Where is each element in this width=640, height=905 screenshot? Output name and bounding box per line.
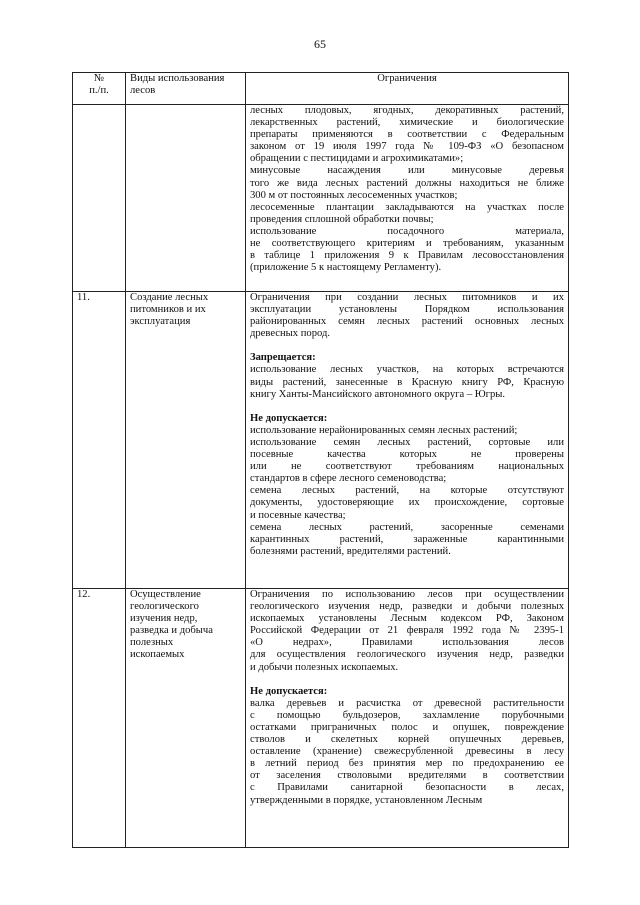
text-line: лекарственных растений, химические и биологические: [250, 117, 564, 129]
text-line: с помощью бульдозеров, захламление порубочными: [250, 709, 564, 721]
text-line: остатками приграничных полос и опушек, повреждение: [250, 721, 564, 733]
text-line: геологического изучения недр, разведки и добычи полезных: [250, 601, 564, 613]
row-use: [126, 589, 246, 848]
text-line: семена лесных растений, на которые отсутствуют: [250, 485, 564, 497]
header-use-line: Виды использования: [130, 73, 225, 84]
header-number-line: п./п.: [89, 85, 109, 97]
use-line: Осуществление: [130, 589, 201, 600]
text-line: «О недрах», Правилами использования лесов: [250, 637, 564, 649]
text-line: обращении с пестицидами и агрохимикатами»;: [250, 153, 464, 165]
text-line: карантинных растений, зараженные карантинными: [250, 533, 564, 545]
text-line: 300 м от постоянных лесосеменных участков;: [250, 189, 458, 201]
text-line: древесных пород.: [250, 328, 331, 340]
text-line: не соответствующего критериям и требованиям, указанным: [250, 238, 564, 250]
text-line: Ограничения при создании лесных питомников и их: [250, 292, 564, 303]
use-line: полезных: [130, 637, 174, 649]
use-line: геологического: [130, 601, 199, 613]
text-line: утвержденными в порядке, установленном Лесным: [250, 794, 483, 806]
table-row: [73, 292, 569, 589]
restrictions-table: [72, 72, 569, 848]
table-row: [73, 105, 569, 292]
text-line: валка деревьев и расчистка от древесной растительности: [250, 697, 564, 709]
text-line: в летний период без принятия мер по предохранению ее: [250, 758, 564, 770]
paragraph-gap: [250, 340, 564, 352]
text-line: использование нерайонированных семян лесных растений;: [250, 424, 518, 436]
table-header-row: [73, 73, 569, 105]
text-line: эксплуатации установлены Порядком использования: [250, 304, 564, 316]
text-line: и добычи полезных ископаемых.: [250, 661, 399, 673]
text-line: Российской Федерации от 21 февраля 1992 года № 2395-1: [250, 625, 564, 637]
text-line: стандартов в сфере лесного семеноводства;: [250, 473, 447, 485]
row-number: 12.: [73, 589, 126, 848]
section-heading: Не допускается:: [250, 412, 328, 424]
use-line: разведка и добыча: [130, 625, 213, 637]
row-restrictions: [246, 105, 569, 292]
text-line: семена лесных растений, засоренные семенами: [250, 521, 564, 533]
use-line: Создание лесных: [130, 292, 209, 303]
text-line: документы, удостоверяющие их происхождение, сортовые: [250, 497, 564, 509]
row-number: [73, 105, 126, 292]
text-line: Ограничения по использованию лесов при осуществлении: [250, 589, 564, 600]
section-heading: Не допускается:: [250, 685, 328, 697]
text-line: (приложение 5 к настоящему Регламенту).: [250, 262, 442, 274]
text-line: проведения сплошной обработки почвы;: [250, 213, 434, 225]
page-number: 65: [314, 37, 326, 51]
header-number-line: №: [93, 73, 105, 84]
text-line: или не соответствуют требованиям национальных: [250, 461, 564, 473]
text-line: с Правилами санитарной безопасности в лесах,: [250, 782, 564, 794]
row-restrictions: [246, 589, 569, 848]
use-line: питомников и их: [130, 304, 206, 316]
text-line: в таблице 1 приложения 9 к Правилам лесовосстановления: [250, 250, 564, 262]
use-line: изучения недр,: [130, 613, 198, 625]
header-restrictions-cell: Ограничения: [246, 73, 569, 105]
text-line: от заселения стволовыми вредителями в соответствии: [250, 770, 564, 782]
text-line: стволов и скелетных корней опушечных деревьев,: [250, 734, 564, 746]
text-line: того же вида лесных растений должны находиться не ближе: [250, 177, 564, 189]
text-line: использование семян лесных растений, сортовые или: [250, 436, 564, 448]
text-line: оставление (хранение) свежесрубленной древесины в лесу: [250, 746, 564, 758]
text-line: посевные качества которых не проверены: [250, 449, 564, 461]
row-use: [126, 292, 246, 589]
text-line: виды растений, занесенные в Красную книгу РФ, Красную: [250, 376, 564, 388]
text-line: лесных плодовых, ягодных, декоративных растений,: [250, 105, 564, 116]
text-line: законом от 19 июля 1997 года № 109-ФЗ «О безопасном: [250, 141, 564, 153]
text-line: болезнями растений, вредителями растений.: [250, 545, 451, 557]
text-line: минусовые насаждения или минусовые деревья: [250, 165, 564, 177]
header-use-cell: [126, 73, 246, 105]
row-use: [126, 105, 246, 292]
use-line: эксплуатация: [130, 316, 191, 328]
text-line: районированных семян лесных растений основных лесных: [250, 316, 564, 328]
paragraph-gap: [250, 401, 564, 413]
text-line: лесосеменные плантации закладываются на участках после: [250, 201, 564, 213]
text-line: книгу Ханты-Мансийского автономного округа – Югры.: [250, 388, 506, 400]
header-number-cell: [73, 73, 126, 105]
text-line: и посевные качества;: [250, 509, 346, 521]
text-line: использование лесных участков, на которых встречаются: [250, 364, 564, 376]
row-number: 11.: [73, 292, 126, 589]
header-use-line: лесов: [130, 85, 156, 97]
table-row: [73, 589, 569, 848]
paragraph-gap: [250, 674, 564, 686]
section-heading: Запрещается:: [250, 352, 316, 364]
text-line: ископаемых установлены Лесным кодексом РФ, Законом: [250, 613, 564, 625]
text-line: для осуществления геологического изучения недр, разведки: [250, 649, 564, 661]
row-restrictions: [246, 292, 569, 589]
text-line: использование посадочного материала,: [250, 225, 564, 237]
use-line: ископаемых: [130, 649, 185, 661]
text-line: препараты применяются в соответствии с Федеральным: [250, 129, 564, 141]
